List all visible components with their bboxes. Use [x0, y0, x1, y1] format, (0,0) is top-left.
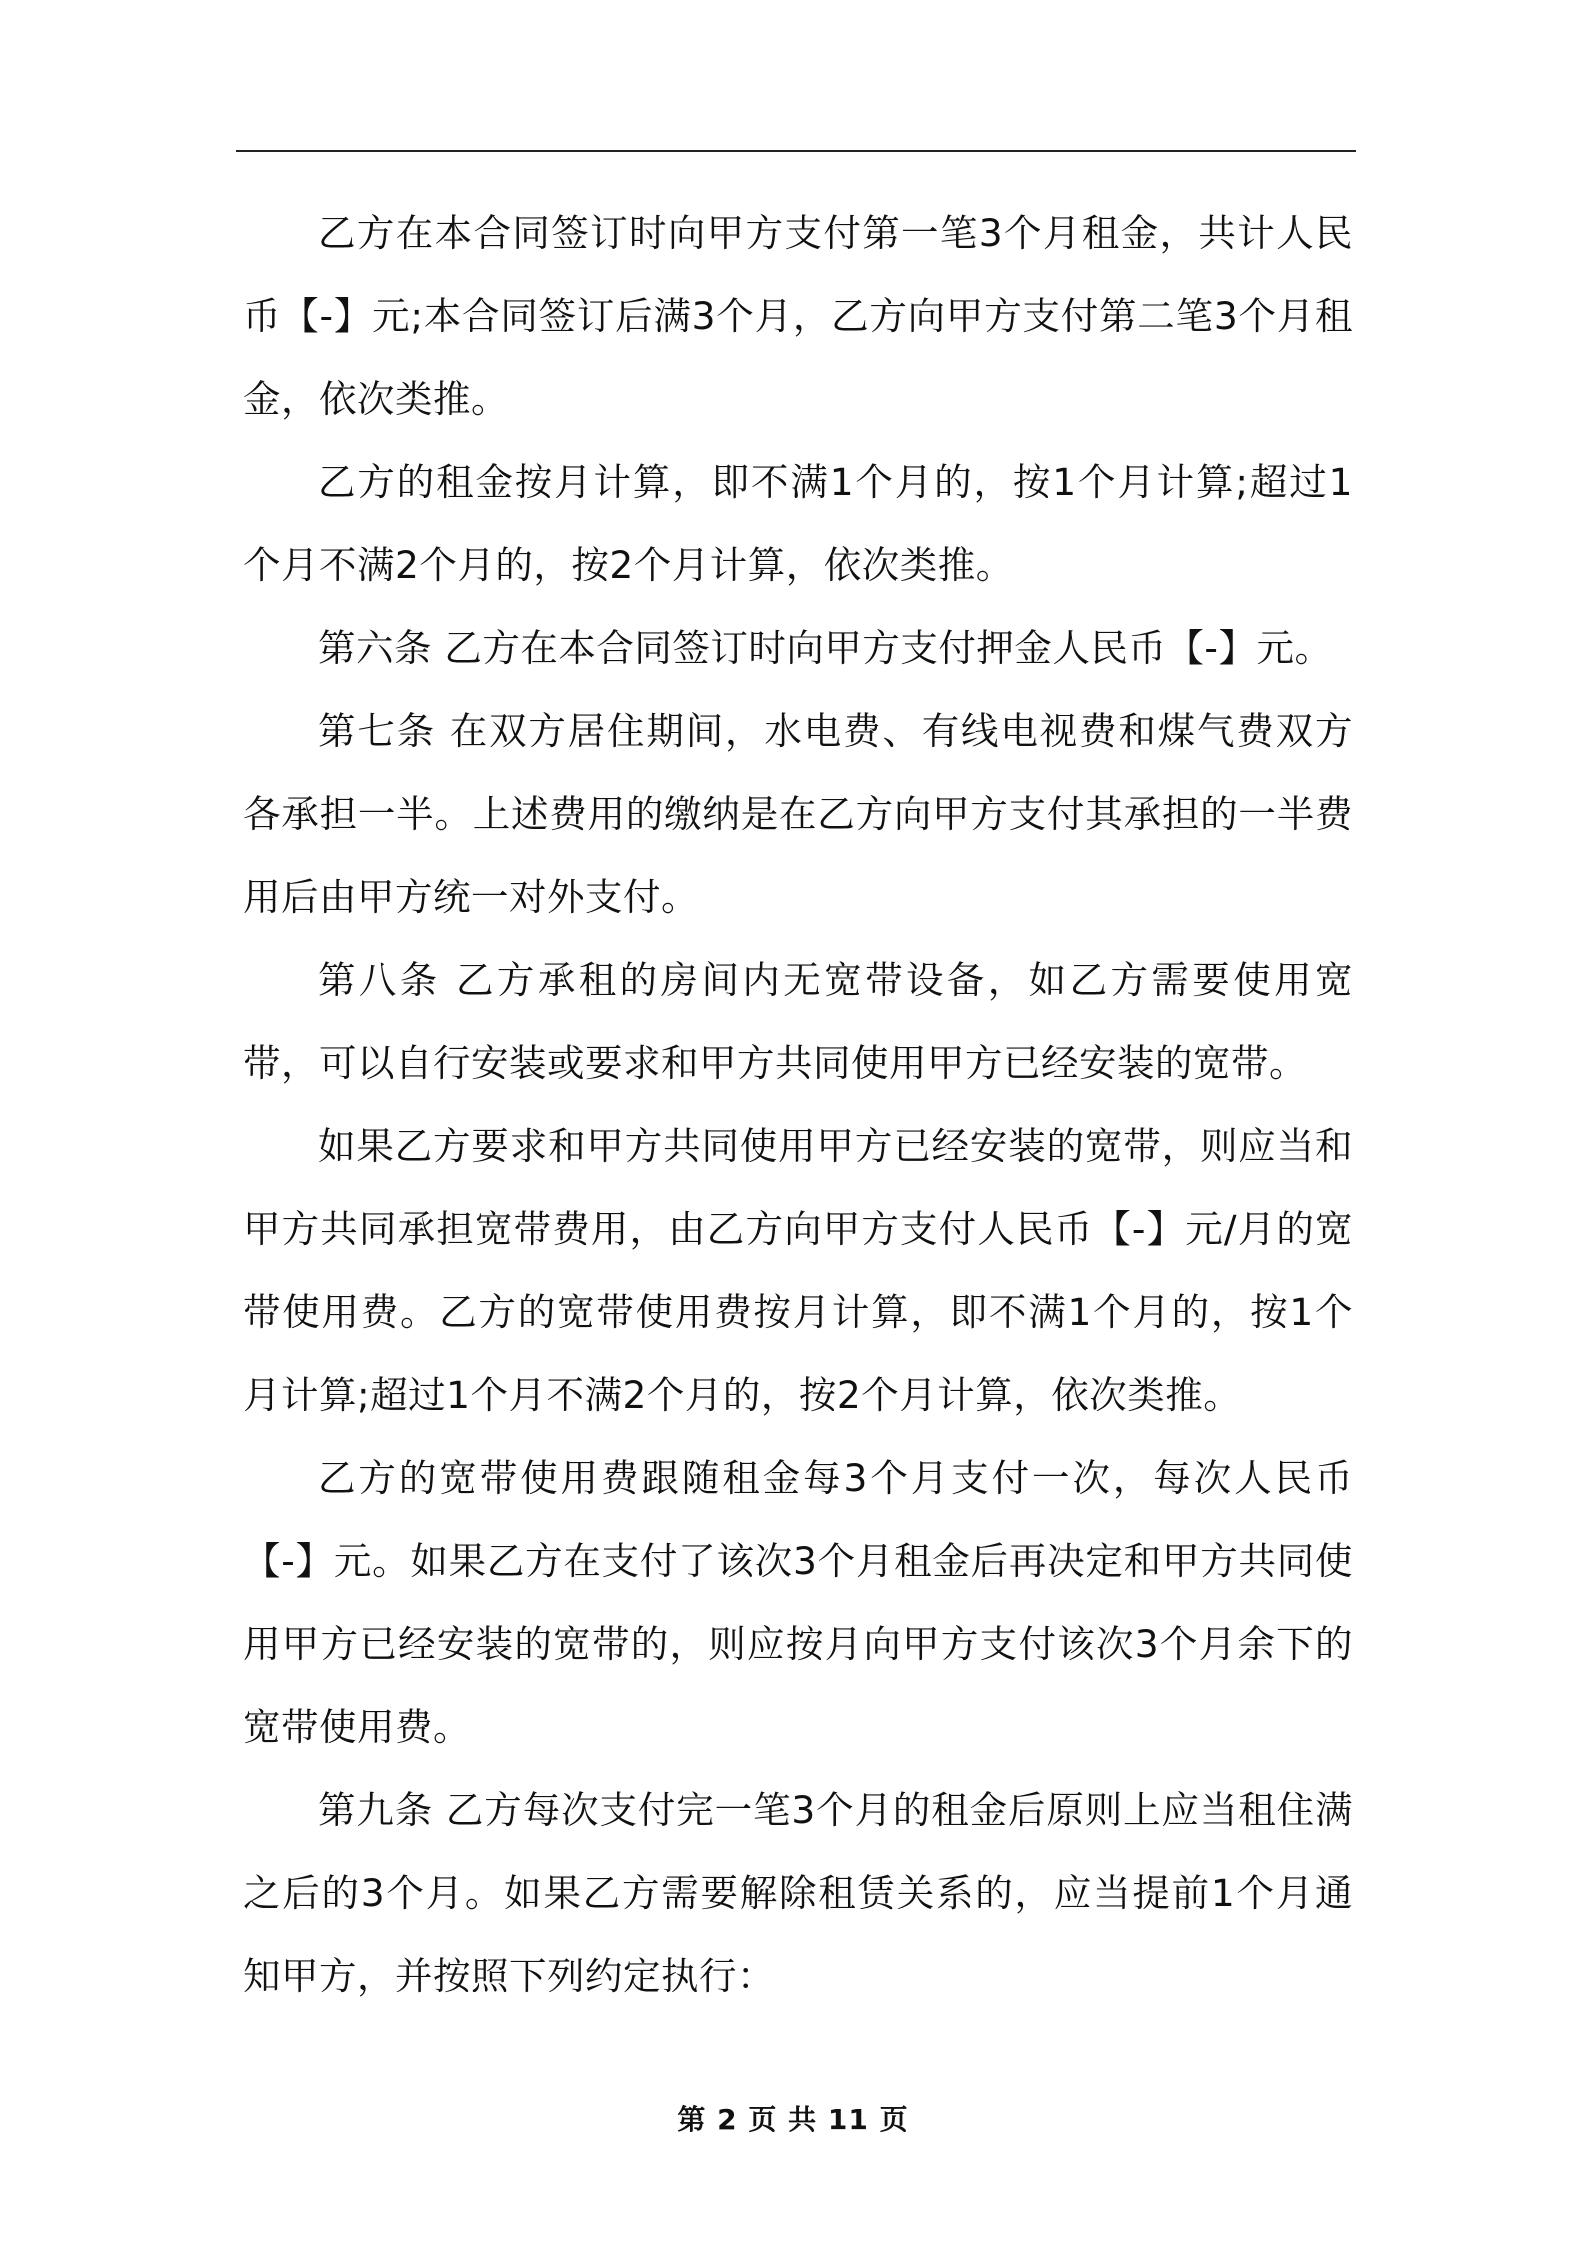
- document-body: [243, 192, 1353, 2018]
- paragraph-article-9: 第九条 乙方每次支付完一笔3个月的租金后原则上应当租住满之后的3个月。如果乙方需要解除租赁关系的，应当提前1个月通知甲方，并按照下列约定执行：: [243, 1788, 1353, 1998]
- paragraph-article-8: 第八条 乙方承租的房间内无宽带设备，如乙方需要使用宽带，可以自行安装或要求和甲方共同使用甲方已经安装的宽带。: [243, 958, 1353, 1085]
- paragraph-broadband-sharing: 如果乙方要求和甲方共同使用甲方已经安装的宽带，则应当和甲方共同承担宽带费用，由乙方向甲方支付人民币【-】元/月的宽带使用费。乙方的宽带使用费按月计算，即不满1个月的，按1个月计算;超过1个月不满2个月的，按2个月计算，依次类推。: [243, 1124, 1353, 1417]
- header-rule: [236, 150, 1356, 152]
- paragraph-broadband-payment: 乙方的宽带使用费跟随租金每3个月支付一次，每次人民币【-】元。如果乙方在支付了该次3个月租金后再决定和甲方共同使用甲方已经安装的宽带的，则应按月向甲方支付该次3个月余下的宽带使用费。: [243, 1456, 1353, 1749]
- paragraph-article-6: 第六条 乙方在本合同签订时向甲方支付押金人民币【-】元。: [318, 626, 1333, 670]
- page-footer: 第 2 页 共 11 页: [677, 2103, 909, 2136]
- paragraph-rent-payment: 乙方在本合同签订时向甲方支付第一笔3个月租金，共计人民币【-】元;本合同签订后满3个月，乙方向甲方支付第二笔3个月租金，依次类推。: [243, 211, 1353, 421]
- paragraph-rent-calculation: 乙方的租金按月计算，即不满1个月的，按1个月计算;超过1个月不满2个月的，按2个月计算，依次类推。: [243, 460, 1353, 587]
- paragraph-article-7: 第七条 在双方居住期间，水电费、有线电视费和煤气费双方各承担一半。上述费用的缴纳是在乙方向甲方支付其承担的一半费用后由甲方统一对外支付。: [243, 709, 1353, 919]
